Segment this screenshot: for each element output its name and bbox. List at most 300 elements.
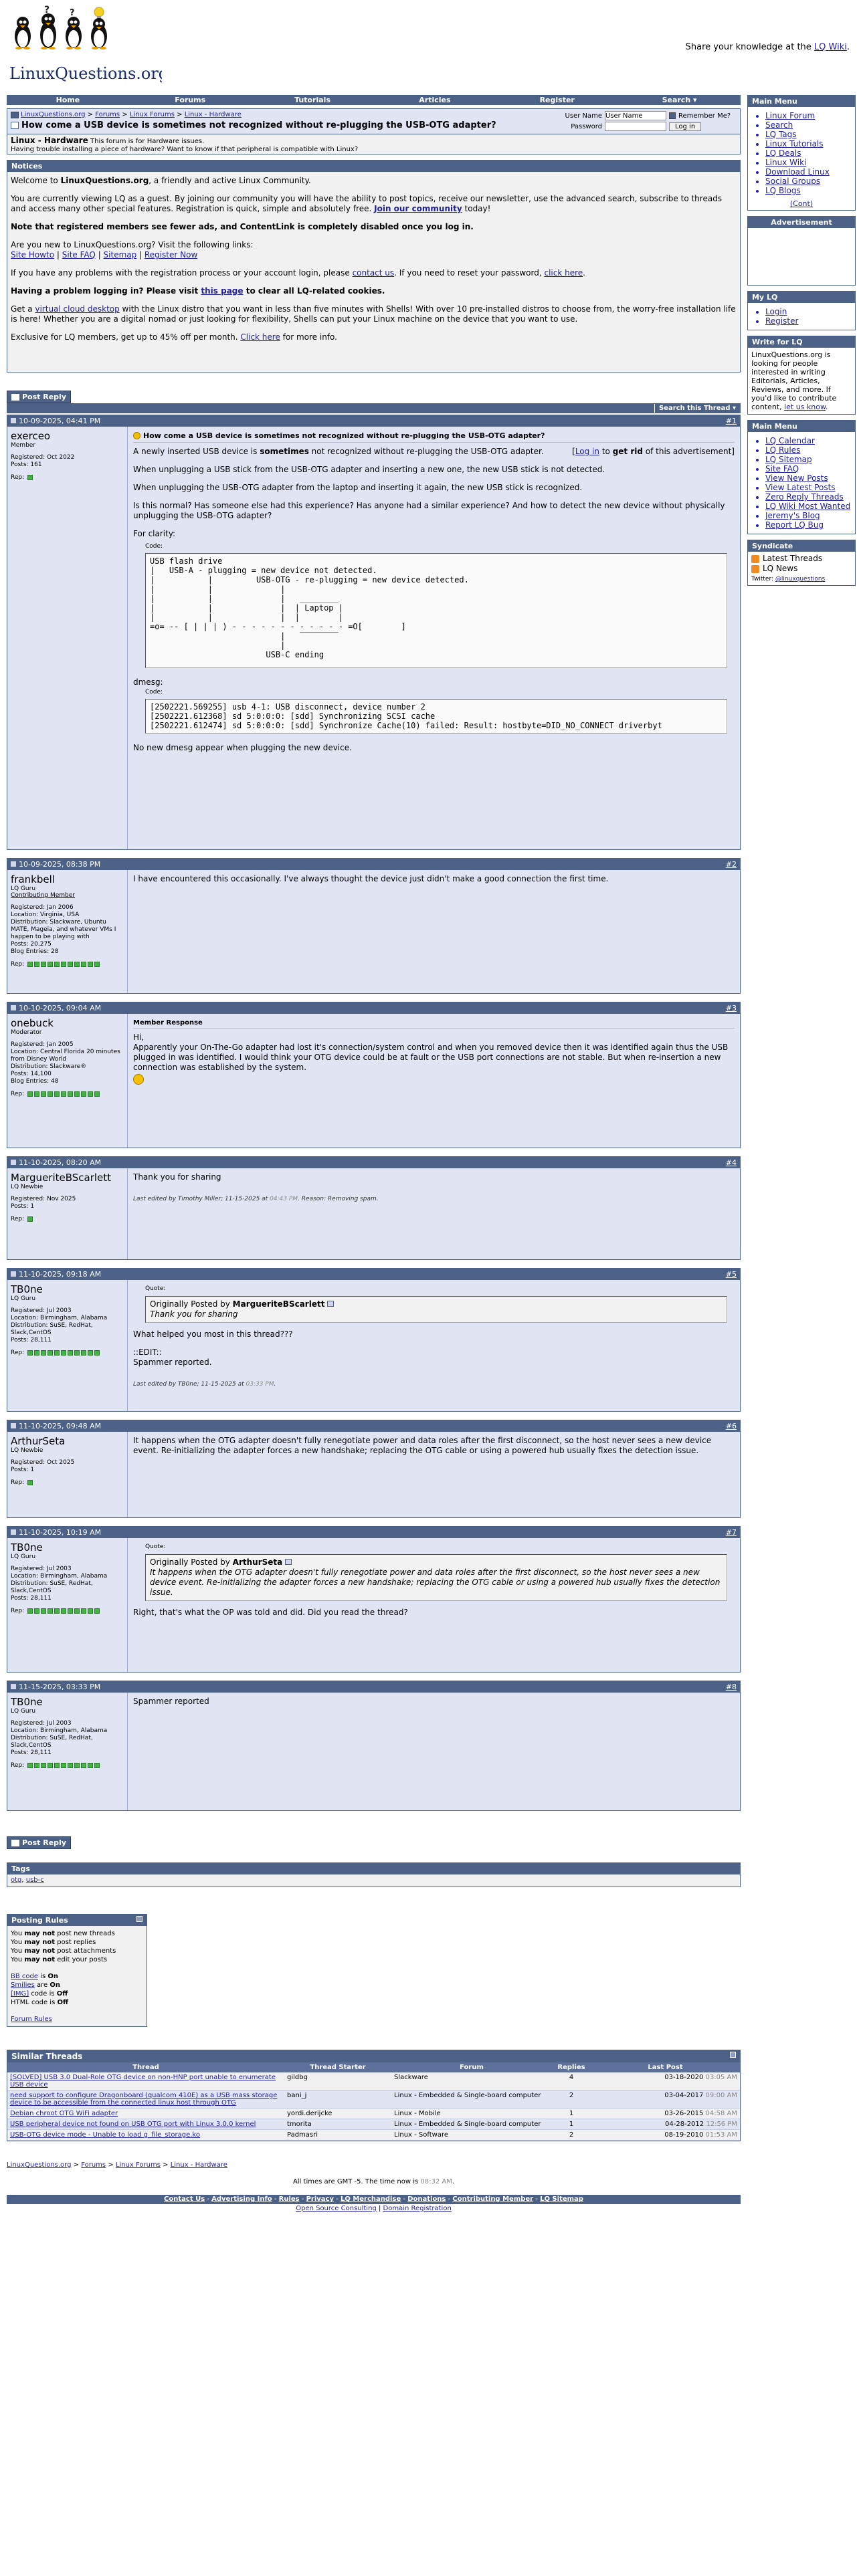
post-number[interactable]: #3: [725, 1004, 737, 1012]
rep-icon: [88, 962, 93, 967]
syndicate-item[interactable]: Latest Threads: [751, 554, 852, 564]
view-post-icon[interactable]: [327, 1301, 334, 1307]
quote-author[interactable]: MargueriteBScarlett: [232, 1299, 325, 1309]
sidebar-item-link[interactable]: LQ Blogs: [765, 186, 801, 195]
user-info: [11, 1041, 124, 1085]
footer-link[interactable]: Donations: [407, 2195, 446, 2203]
breadcrumb-link[interactable]: LinuxQuestions.org: [21, 111, 86, 118]
footer-link[interactable]: Contact Us: [164, 2195, 205, 2203]
rep-icon: [94, 1608, 100, 1614]
post-number[interactable]: #2: [725, 860, 737, 869]
code-rule-link[interactable]: BB code: [11, 1973, 39, 1980]
post-icon: [11, 1005, 16, 1010]
user-info-line: Posts: 28,111: [11, 1595, 52, 1602]
breadcrumb-sep: >: [85, 111, 96, 118]
rep-icon: [94, 1763, 100, 1768]
post-number[interactable]: #8: [725, 1683, 737, 1691]
sidebar-item: [765, 511, 855, 520]
post-author: [7, 870, 128, 993]
username[interactable]: MargueriteBScarlett: [11, 1172, 112, 1184]
post-text: Hi,: [133, 1033, 145, 1042]
smiley-icon: [133, 1074, 144, 1085]
sidebar-item-link[interactable]: LQ Wiki Most Wanted: [765, 502, 851, 511]
post-icon: [11, 1423, 16, 1428]
notices-title: Notices: [7, 160, 740, 172]
post-text: What helped you most in this thread???: [133, 1329, 293, 1339]
sidebar-item: [765, 307, 855, 316]
rep-icon: [34, 962, 39, 967]
user-info-line: Distribution: Slackware, Ubuntu MATE, Mageia, and whatever VMs I happen to be playing with: [11, 919, 116, 940]
tag-sep: ,: [21, 1876, 26, 1884]
site-logo[interactable]: [8, 5, 162, 84]
user-info-line: Registered: Oct 2022: [11, 454, 75, 461]
sidebar-item: [765, 520, 855, 530]
nav-item-0[interactable]: Home: [56, 96, 80, 104]
post-author: [7, 1280, 128, 1411]
post-header: [7, 1002, 740, 1014]
rss-icon: [751, 555, 759, 563]
rep-icon: [27, 1350, 33, 1356]
edit-note: Last edited by Timothy Miller; 11-15-2025 at 04:43 PM. Reason: Removing spam.: [133, 1196, 379, 1202]
breadcrumb: [7, 109, 559, 134]
quote-author[interactable]: ArthurSeta: [232, 1558, 283, 1567]
user-info-line: Location: Birmingham, Alabama: [11, 1573, 108, 1580]
post-author: [7, 1693, 128, 1810]
sidebar-item-link[interactable]: Site FAQ: [765, 464, 799, 473]
forum-desc2: Having trouble installing a piece of hardware? Want to know if that peripheral is compatible with Linux?: [11, 146, 359, 153]
post-text: Apparently your On-The-Go adapter had lost it's connection/system control and when you removed device then it was identified again thus the USB plugged in was identified. I would think your OTG device could be at fault or the USB port connections are not stable. But when re-insertion a new connection was established by the system.: [133, 1043, 729, 1072]
rep-label: Rep:: [11, 474, 25, 481]
post-number[interactable]: #4: [725, 1158, 737, 1167]
sidebar-item: [765, 455, 855, 464]
notice-link[interactable]: Site Howto: [11, 250, 55, 259]
footer-breadcrumb-link[interactable]: Forums: [81, 2161, 106, 2169]
sidebar-item-link[interactable]: Login: [765, 307, 787, 316]
post-date: 11-15-2025, 03:33 PM: [11, 1683, 100, 1691]
ad-notice: [Log in to get rid of this advertisement]: [572, 447, 735, 456]
reload-icon[interactable]: [11, 122, 19, 129]
post: [7, 1002, 741, 1148]
thread-replies: 4: [552, 2072, 591, 2090]
site-logo-text: LinuxQuestions.org: [9, 64, 162, 83]
forum-desc: This forum is for Hardware issues.: [90, 138, 205, 145]
sidebar-main-menu-2: Main Menu • LQ Calendar • LQ Rules • LQ Sitemap • Site FAQ • View New Posts • View Latest Posts • Zero Reply Threads • LQ Wiki Most Wanted • Jeremy's Blog • Report LQ Bug: [747, 420, 856, 534]
rep-icon: [54, 1350, 60, 1356]
rep-icon: [47, 1091, 53, 1097]
post: [7, 858, 741, 994]
user-title: LQ Newbie: [11, 1184, 43, 1190]
rep-icon: [88, 1608, 93, 1614]
username-input[interactable]: [605, 111, 666, 120]
tag-list: [7, 1874, 740, 1887]
username[interactable]: exerceo: [11, 430, 51, 442]
reputation: [11, 1479, 124, 1486]
username[interactable]: TB0ne: [11, 1541, 43, 1553]
rep-icon: [61, 1763, 66, 1768]
rep-icon: [68, 1763, 73, 1768]
op-paragraph: A newly inserted USB device is sometimes not recognized without re-plugging the USB-OTG adapter.: [133, 447, 544, 456]
notice-link[interactable]: Register Now: [144, 250, 198, 259]
tag-link[interactable]: usb-c: [25, 1876, 44, 1884]
post-author: [7, 1014, 128, 1148]
edit-note: Last edited by TB0ne; 11-15-2025 at 03:33 PM.: [133, 1381, 276, 1388]
user-info-line: Registered: Jan 2006: [11, 904, 74, 911]
rule-line: You may not post attachments: [11, 1947, 116, 1955]
post-date: 11-10-2025, 08:20 AM: [11, 1158, 101, 1167]
thread-link[interactable]: USB peripheral device not found on USB OTG port with Linux 3.0.0 kernel: [7, 2119, 284, 2130]
column-header: Forum: [391, 2062, 552, 2072]
post-text: ::EDIT::: [133, 1348, 162, 1357]
thread-link[interactable]: USB-OTG device mode - Unable to load g_file_storage.ko: [7, 2130, 284, 2141]
reputation: [11, 1608, 124, 1614]
reputation: [11, 1350, 124, 1356]
user-title: LQ Guru: [11, 1553, 36, 1560]
notice-link[interactable]: Site FAQ: [62, 250, 96, 259]
sidebar-item-link[interactable]: Linux Wiki: [765, 158, 807, 167]
sidebar-item-link[interactable]: LQ Calendar: [765, 436, 815, 445]
contact-link[interactable]: contact us: [352, 268, 395, 278]
nav-item-2[interactable]: Tutorials: [294, 96, 331, 104]
sidebar-syndicate: Syndicate Latest Threads LQ News Twitter: @linuxquestions: [747, 540, 856, 586]
footer-link[interactable]: Advertising Info: [211, 2195, 272, 2203]
sidebar-item-link[interactable]: Linux Tutorials: [765, 139, 824, 148]
join-link[interactable]: Join our community: [374, 204, 462, 213]
rep-icon: [47, 1608, 53, 1614]
forum-info: [7, 134, 741, 154]
user-info-line: Registered: Nov 2025: [11, 1196, 76, 1202]
notices-body: Welcome to LinuxQuestions.org, a friendly and active Linux Community. You are currently viewing LQ as a guest. By joining our community you will have the ability to post topics, receive our newsletter, use the advanced search, subscribe to threads and access many other special features. Registration is quick, simple and absolutely free. Join our community today! Note that registered members see fewer ads, and ContentLink is completely disabled once you log in. Are you new to LinuxQuestions.org? Visit the following links: Site Howto | Site FAQ | Sitemap | Register Now If you have any problems with the registration process or your account login, please contact us. If you need to reset your password, click here. Having a problem logging in? Please visit this page to clear all LQ-related cookies. Get a virtual cloud desktop with the Linux distro that you want in less than five minutes with Shells! With over 10 pre-installed distros to choose from, the worry-free installation life is here! Whether you are a digital nomad or just looking for flexibility, Shells can put your Linux machine on the device that you want to use. Exclusive for LQ members, get up to 45% off per month. Click here for more info.: [7, 172, 740, 372]
rep-icon: [68, 1091, 73, 1097]
sidebar-item: [765, 316, 855, 326]
user-info-line: Blog Entries: 28: [11, 948, 59, 955]
nav-item-5[interactable]: Search ▾: [662, 96, 697, 104]
rss-icon: [751, 565, 759, 573]
breadcrumb-sep: >: [174, 111, 185, 118]
rep-icon: [61, 962, 66, 967]
twitter-link[interactable]: @linuxquestions: [775, 576, 826, 582]
op-paragraph: Is this normal? Has someone else had this experience? Has anyone had a similar experience? And how to detect the new device without physically unplugging the USB-OTG adapter?: [133, 501, 725, 520]
lq-wiki-link[interactable]: LQ Wiki: [814, 42, 847, 52]
sidebar-item-link[interactable]: Register: [765, 316, 799, 326]
column-header: Thread Starter: [284, 2062, 391, 2072]
user-info-line: Posts: 1: [11, 1467, 35, 1473]
sidebar-item: [765, 186, 855, 195]
last-post: 03-18-2020 03:05 AM: [591, 2072, 740, 2090]
post-text: Right, that's what the OP was told and did. Did you read the thread?: [133, 1608, 408, 1617]
tags-title: Tags: [7, 1863, 740, 1874]
reply-icon: [11, 394, 19, 401]
sidebar-item-link[interactable]: Download Linux: [765, 167, 830, 177]
sidebar-item-link[interactable]: LQ Tags: [765, 130, 797, 139]
footer-link[interactable]: Domain Registration: [383, 2205, 452, 2212]
notice-links: [11, 250, 737, 260]
sidebar-item: [765, 167, 855, 177]
username-label: User Name: [565, 112, 602, 120]
user-title: Member: [11, 442, 36, 449]
footer-sep: -: [334, 2195, 341, 2203]
rep-icon: [27, 1216, 33, 1222]
breadcrumb-link[interactable]: Forums: [95, 111, 120, 118]
post: [7, 1156, 741, 1260]
posting-rules-body: [7, 1926, 147, 2026]
breadcrumb-sep: >: [120, 111, 130, 118]
user-info: [11, 1720, 124, 1757]
rep-icon: [34, 1091, 39, 1097]
main-content: [7, 108, 741, 2212]
posting-rules-title: Posting Rules: [7, 1915, 147, 1926]
member-response-label: Member Response: [133, 1018, 735, 1029]
thread-link[interactable]: [SOLVED] USB 3.0 Dual-Role OTG device on non-HNP port unable to enumerate USB device: [7, 2072, 284, 2090]
table-row: [7, 2130, 740, 2141]
remember-checkbox[interactable]: [669, 112, 676, 119]
rep-label: Rep:: [11, 1479, 25, 1486]
post-body: [128, 1538, 740, 1672]
username[interactable]: onebuck: [11, 1017, 54, 1029]
thread-replies: 2: [552, 2130, 591, 2141]
ad-login-link[interactable]: Log in: [575, 447, 599, 456]
reputation: [11, 1762, 124, 1769]
footer-breadcrumb-link[interactable]: Linux - Hardware: [170, 2161, 227, 2169]
post-author: [7, 427, 128, 849]
sidebar-item: [765, 502, 855, 511]
password-input[interactable]: [605, 122, 666, 131]
thread-forum: Linux - Software: [391, 2130, 552, 2141]
rep-icon: [27, 1091, 33, 1097]
footer-sep: -: [272, 2195, 279, 2203]
footer-breadcrumb-link[interactable]: Linux Forums: [115, 2161, 161, 2169]
quote-text: Thank you for sharing: [150, 1309, 238, 1319]
post-body: [128, 427, 740, 849]
breadcrumb-sep: >: [106, 2161, 116, 2169]
sidebar-item-link[interactable]: Social Groups: [765, 177, 821, 186]
collapse-icon[interactable]: [136, 1916, 142, 1922]
rep-icon: [41, 962, 46, 967]
post-reply-button[interactable]: Post Reply: [7, 391, 71, 403]
footer-sep: -: [299, 2195, 306, 2203]
tag-link[interactable]: otg: [11, 1876, 22, 1884]
post-number[interactable]: #7: [725, 1528, 737, 1537]
rep-icon: [47, 1763, 53, 1768]
password-label: Password: [571, 122, 602, 130]
nav-item-1[interactable]: Forums: [175, 96, 206, 104]
view-post-icon[interactable]: [285, 1559, 292, 1565]
posting-rules: [7, 1914, 147, 2027]
username[interactable]: TB0ne: [11, 1696, 43, 1708]
post-body: [128, 1693, 740, 1810]
code-block: Code: USB flash drive | USB-A - plugging = new device not detected. | | USB-OTG - re-plugging = new device detected. | | | | | | ________ | | | | Laptop | | | | | | =o= -- [ | | | ) - - - - - - - - - - - - =O[ ] | ‾‾‾‾‾‾‾‾ | USB-C ending: [145, 542, 727, 668]
thread-link[interactable]: need support to configure Dragonboard (qualcom 410E) as a USB mass storage device to be accessible from the connected linux host through OTG: [7, 2090, 284, 2109]
user-info-line: Distribution: SuSE, RedHat, Slack,CentOS: [11, 1322, 93, 1336]
post-body: [128, 1432, 740, 1517]
syndicate-item[interactable]: LQ News: [751, 564, 852, 574]
user-info-line: Distribution: SuSE, RedHat, Slack,CentOS: [11, 1735, 93, 1749]
footer-link[interactable]: LQ Sitemap: [540, 2195, 583, 2203]
thread-forum: Linux - Embedded & Single-board computer: [391, 2119, 552, 2130]
login-button[interactable]: Log in: [669, 122, 701, 131]
post: [7, 1268, 741, 1412]
breadcrumb-link[interactable]: Linux - Hardware: [184, 111, 242, 118]
sidebar-item: [765, 111, 855, 120]
op-paragraph: For clarity:: [133, 529, 176, 538]
rep-icon: [94, 962, 100, 967]
table-row: [7, 2119, 740, 2130]
let-us-know-link[interactable]: let us know: [784, 403, 826, 411]
breadcrumb-sep: >: [160, 2161, 171, 2169]
post-number[interactable]: #5: [725, 1270, 737, 1279]
post: [7, 1526, 741, 1673]
forum-rules-link[interactable]: Forum Rules: [11, 2016, 52, 2023]
rep-icon: [88, 1091, 93, 1097]
quote-block: Quote: Originally Posted by ArthurSeta It happens when the OTG adapter doesn't fully renegotiate power and data roles after the first disconnect, so the host never sees a new device event. Re-initializing the adapter forces a new handshake; replacing the OTG cable or using a powered hub usually fixes the detection issue.: [145, 1542, 727, 1601]
user-info-line: Blog Entries: 48: [11, 1078, 59, 1085]
table-row: [7, 2072, 740, 2090]
post-header: [7, 415, 740, 427]
login-form: [559, 109, 740, 134]
footer-link[interactable]: Open Source Consulting: [296, 2205, 377, 2212]
post-date: 11-10-2025, 09:48 AM: [11, 1422, 101, 1430]
footer-sep: -: [401, 2195, 408, 2203]
sidebar-item: [765, 139, 855, 148]
rep-label: Rep:: [11, 1091, 25, 1097]
user-info-line: Posts: 28,111: [11, 1337, 52, 1344]
rule-line: You may not post replies: [11, 1939, 96, 1946]
rep-label: Rep:: [11, 1350, 25, 1356]
rep-icon: [47, 1350, 53, 1356]
code-rule-link[interactable]: [IMG]: [11, 1990, 29, 1998]
username[interactable]: TB0ne: [11, 1283, 43, 1295]
notice-link[interactable]: Sitemap: [103, 250, 137, 259]
user-info: [11, 1196, 124, 1210]
sidebar-cont-link[interactable]: (Cont): [789, 199, 814, 208]
rule-line: You may not edit your posts: [11, 1956, 108, 1963]
footer-link[interactable]: Rules: [278, 2195, 300, 2203]
tagline: Share your knowledge at the LQ Wiki.: [685, 42, 850, 52]
code-rule-line: HTML code is Off: [11, 1999, 69, 2006]
posts-list: [7, 415, 741, 1811]
search-thread-button[interactable]: Search this Thread ▾: [654, 404, 740, 413]
reputation: [11, 474, 124, 481]
post-body: [128, 1280, 740, 1411]
post-number[interactable]: #1: [725, 417, 737, 425]
sidebar-item-link[interactable]: Zero Reply Threads: [765, 492, 844, 502]
nav-item-4[interactable]: Register: [539, 96, 575, 104]
rep-icon: [54, 1608, 60, 1614]
user-info-line: Registered: Jul 2003: [11, 1307, 72, 1314]
sidebar-item: [765, 177, 855, 186]
user-info: [11, 1459, 124, 1474]
code-rule-link[interactable]: Smilies: [11, 1981, 35, 1989]
thread-starter: tmorita: [284, 2119, 391, 2130]
exclusive-link[interactable]: Click here: [240, 332, 280, 342]
footer-links-2: [7, 2205, 741, 2212]
svg-text:?: ?: [70, 8, 75, 18]
rep-icon: [41, 1608, 46, 1614]
code-rule-line: BB code is On: [11, 1973, 58, 1980]
forum-name: Linux - Hardware: [11, 136, 88, 145]
quote-content: Originally Posted by ArthurSeta It happens when the OTG adapter doesn't fully renegotiate power and data roles after the first disconnect, so the host never sees a new device event. Re-initializing the adapter forces a new handshake; replacing the OTG cable or using a powered hub usually fixes the detection issue.: [145, 1554, 727, 1601]
quote-text: It happens when the OTG adapter doesn't fully renegotiate power and data roles after the first disconnect, so the host never sees a new device event. Re-initializing the adapter forces a new handshake; replacing the OTG cable or using a powered hub usually fixes the detection issue.: [150, 1568, 721, 1597]
username[interactable]: frankbell: [11, 873, 55, 885]
footer-link[interactable]: LQ Merchandise: [340, 2195, 401, 2203]
sidebar-item-link[interactable]: View Latest Posts: [765, 483, 836, 492]
collapse-icon[interactable]: [730, 2052, 736, 2058]
timezone-note: All times are GMT -5. The time now is 08:32 AM.: [292, 2178, 455, 2185]
footer-link[interactable]: Privacy: [306, 2195, 334, 2203]
post-body: [128, 870, 740, 993]
rep-icon: [74, 1091, 80, 1097]
rep-icon: [27, 475, 33, 480]
post-reply-button-bottom[interactable]: Post Reply: [7, 1836, 71, 1849]
footer-links: [7, 2195, 741, 2204]
last-post: 04-28-2012 12:56 PM: [591, 2119, 740, 2130]
user-title: LQ Newbie: [11, 1447, 43, 1454]
sidebar-item-link[interactable]: Report LQ Bug: [765, 520, 824, 530]
footer-breadcrumb-link[interactable]: LinuxQuestions.org: [7, 2161, 72, 2169]
svg-text:?: ?: [44, 5, 50, 15]
sidebar-item-link[interactable]: LQ Sitemap: [765, 455, 812, 464]
post: [7, 1420, 741, 1518]
quote-content: Originally Posted by MargueriteBScarlett Thank you for sharing: [145, 1296, 727, 1323]
sidebar-item-link[interactable]: Search: [765, 120, 793, 130]
sidebar-item-link[interactable]: View New Posts: [765, 473, 828, 483]
post-number[interactable]: #6: [725, 1422, 737, 1430]
cloud-desktop-link[interactable]: virtual cloud desktop: [35, 304, 120, 314]
link-sep: |: [95, 250, 104, 259]
sidebar-item-link[interactable]: Jeremy's Blog: [765, 511, 820, 520]
code-content: USB flash drive | USB-A - plugging = new device not detected. | | USB-OTG - re-plugging = new device detected. | | | | | | ________ | | | | Laptop | | | | | | =o= -- [ | | | ) - - - - - - - - - - - - =O[ ] | ‾‾‾‾‾‾‾‾ | USB-C ending: [145, 553, 727, 668]
cookie-page-link[interactable]: this page: [201, 286, 244, 296]
reset-password-link[interactable]: click here: [544, 268, 583, 278]
user-title: LQ Guru: [11, 885, 36, 892]
sidebar: [747, 95, 856, 591]
post-text: I have encountered this occasionally. I've always thought the device just didn't make a good connection the first time.: [133, 874, 609, 883]
thread-replies: 2: [552, 2090, 591, 2109]
breadcrumb-link[interactable]: Linux Forums: [129, 111, 175, 118]
user-info-line: Location: Birmingham, Alabama: [11, 1727, 108, 1734]
rep-label: Rep:: [11, 961, 25, 968]
footer-link[interactable]: Contributing Member: [452, 2195, 534, 2203]
rep-icon: [41, 1350, 46, 1356]
thread-link[interactable]: Debian chroot OTG WiFi adapter: [7, 2109, 284, 2119]
code-content: [2502221.569255] usb 4-1: USB disconnect, device number 2 [2502221.612368] sd 5:0:0:0: [sdd] Synchronizing SCSI cache [2502221.612474] sd 5:0:0:0: [sdd] Synchronize Cache(10) failed: Result: hostbyte=DID_NO_CONNECT driverbyt: [145, 699, 727, 734]
header: [7, 5, 854, 86]
contributing-member-link[interactable]: Contributing Member: [11, 892, 75, 899]
footer-sep: -: [205, 2195, 212, 2203]
post-date: 10-09-2025, 04:41 PM: [11, 417, 100, 425]
remember-label: Remember Me?: [678, 112, 731, 120]
navbar: [7, 95, 741, 105]
post: [7, 415, 741, 850]
sidebar-item-link[interactable]: LQ Deals: [765, 148, 801, 158]
user-info-line: Registered: Oct 2025: [11, 1459, 75, 1466]
sidebar-item: [765, 148, 855, 158]
rep-icon: [81, 962, 86, 967]
rep-icon: [81, 1350, 86, 1356]
sidebar-item: [765, 436, 855, 445]
op-paragraph: When unplugging a USB stick from the USB-OTG adapter and inserting a new one, the new USB stick is not detected.: [133, 465, 605, 474]
sidebar-item-link[interactable]: Linux Forum: [765, 111, 816, 120]
sidebar-item: [765, 483, 855, 492]
column-header: Thread: [7, 2062, 284, 2072]
user-info-line: Registered: Jul 2003: [11, 1720, 72, 1727]
post-header: [7, 1157, 740, 1168]
sidebar-item-link[interactable]: LQ Rules: [765, 445, 801, 455]
nav-item-3[interactable]: Articles: [419, 96, 451, 104]
username[interactable]: ArthurSeta: [11, 1435, 66, 1447]
thread-starter: yordi.derijcke: [284, 2109, 391, 2119]
user-info: [11, 904, 124, 956]
rep-icon: [61, 1350, 66, 1356]
